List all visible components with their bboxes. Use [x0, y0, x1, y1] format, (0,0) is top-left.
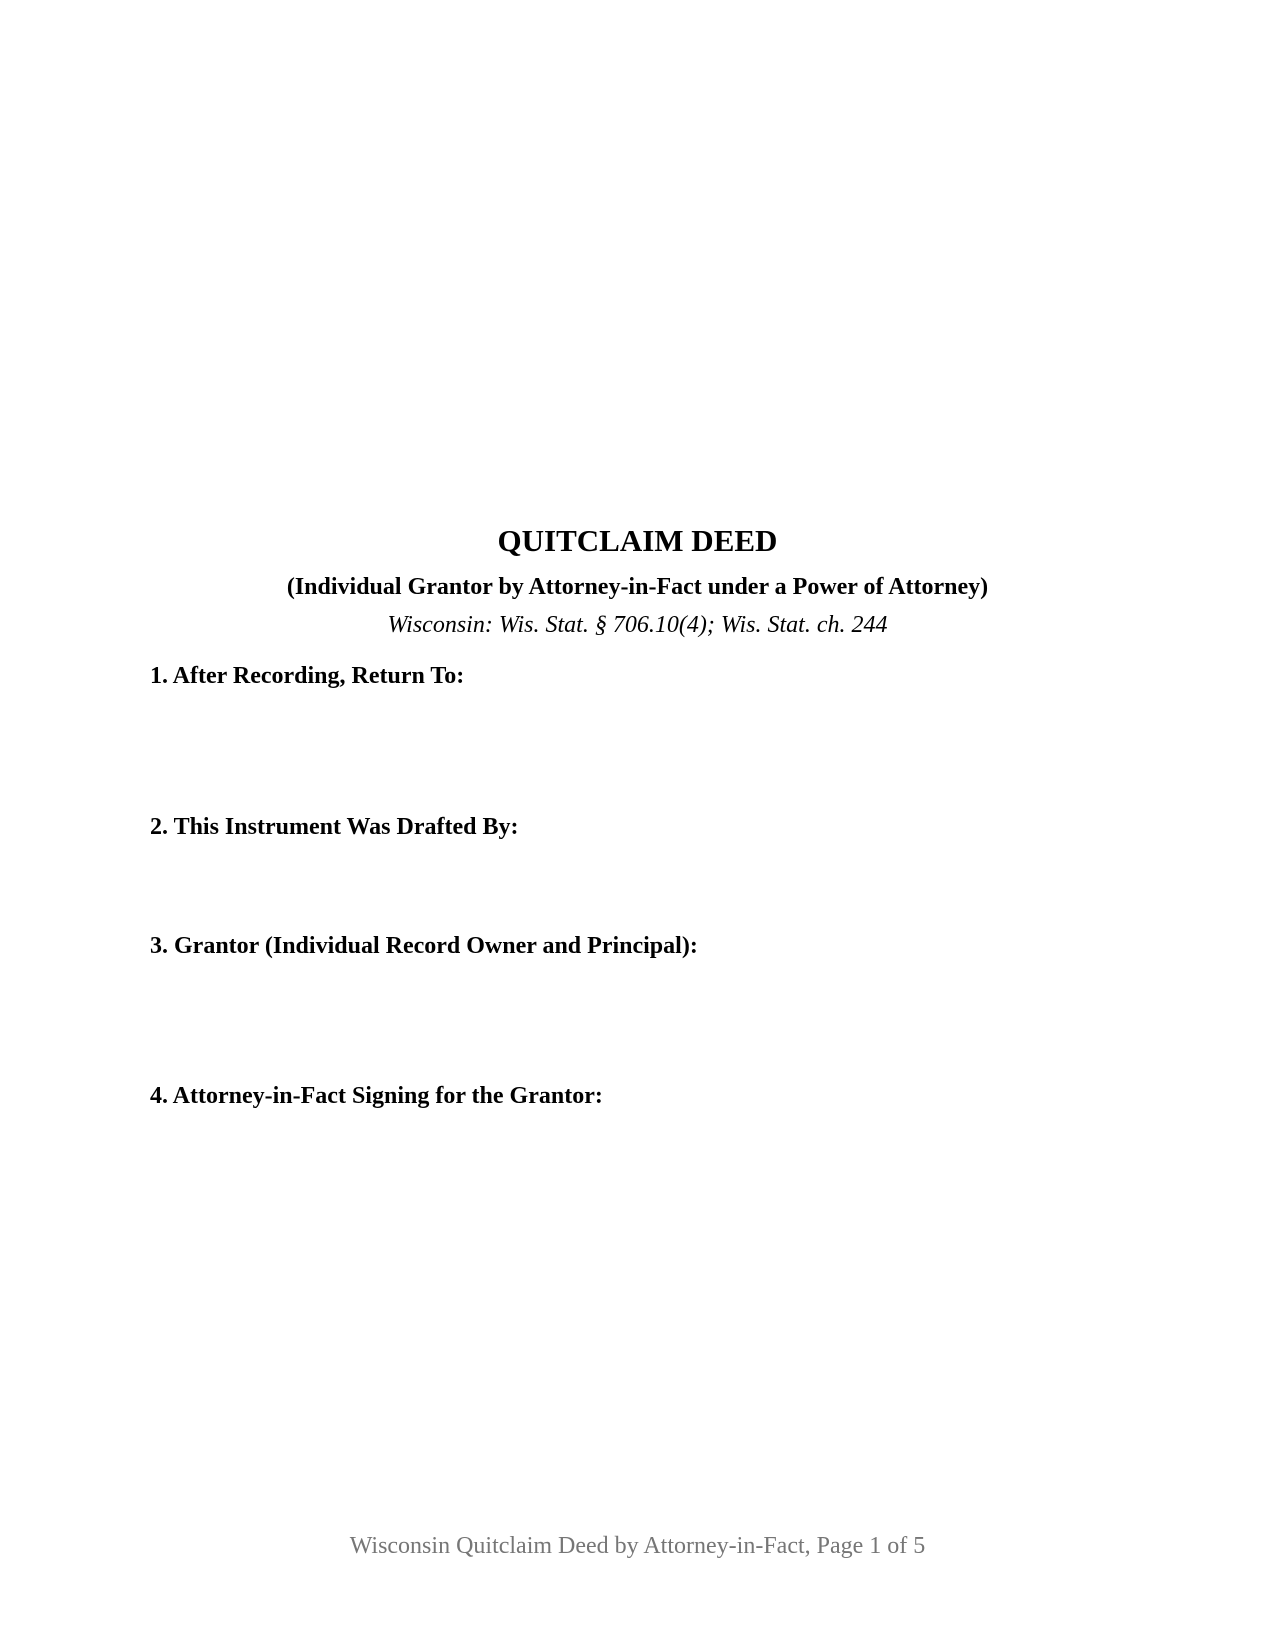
statute-citation: Wisconsin: Wis. Stat. § 706.10(4); Wis. Stat. ch. 244 [387, 612, 888, 638]
page-footer: Wisconsin Quitclaim Deed by Attorney-in-Fact, Page 1 of 5 [349, 1533, 926, 1559]
section-heading-return-to: 1. After Recording, Return To: [150, 663, 465, 689]
section-heading-attorney-in-fact: 4. Attorney-in-Fact Signing for the Grantor: [150, 1083, 603, 1109]
document-title: QUITCLAIM DEED [497, 523, 778, 558]
section-heading-drafted-by: 2. This Instrument Was Drafted By: [150, 814, 519, 840]
section-heading-grantor: 3. Grantor (Individual Record Owner and Principal): [150, 933, 698, 959]
document-subtitle: (Individual Grantor by Attorney-in-Fact under a Power of Attorney) [286, 574, 989, 600]
